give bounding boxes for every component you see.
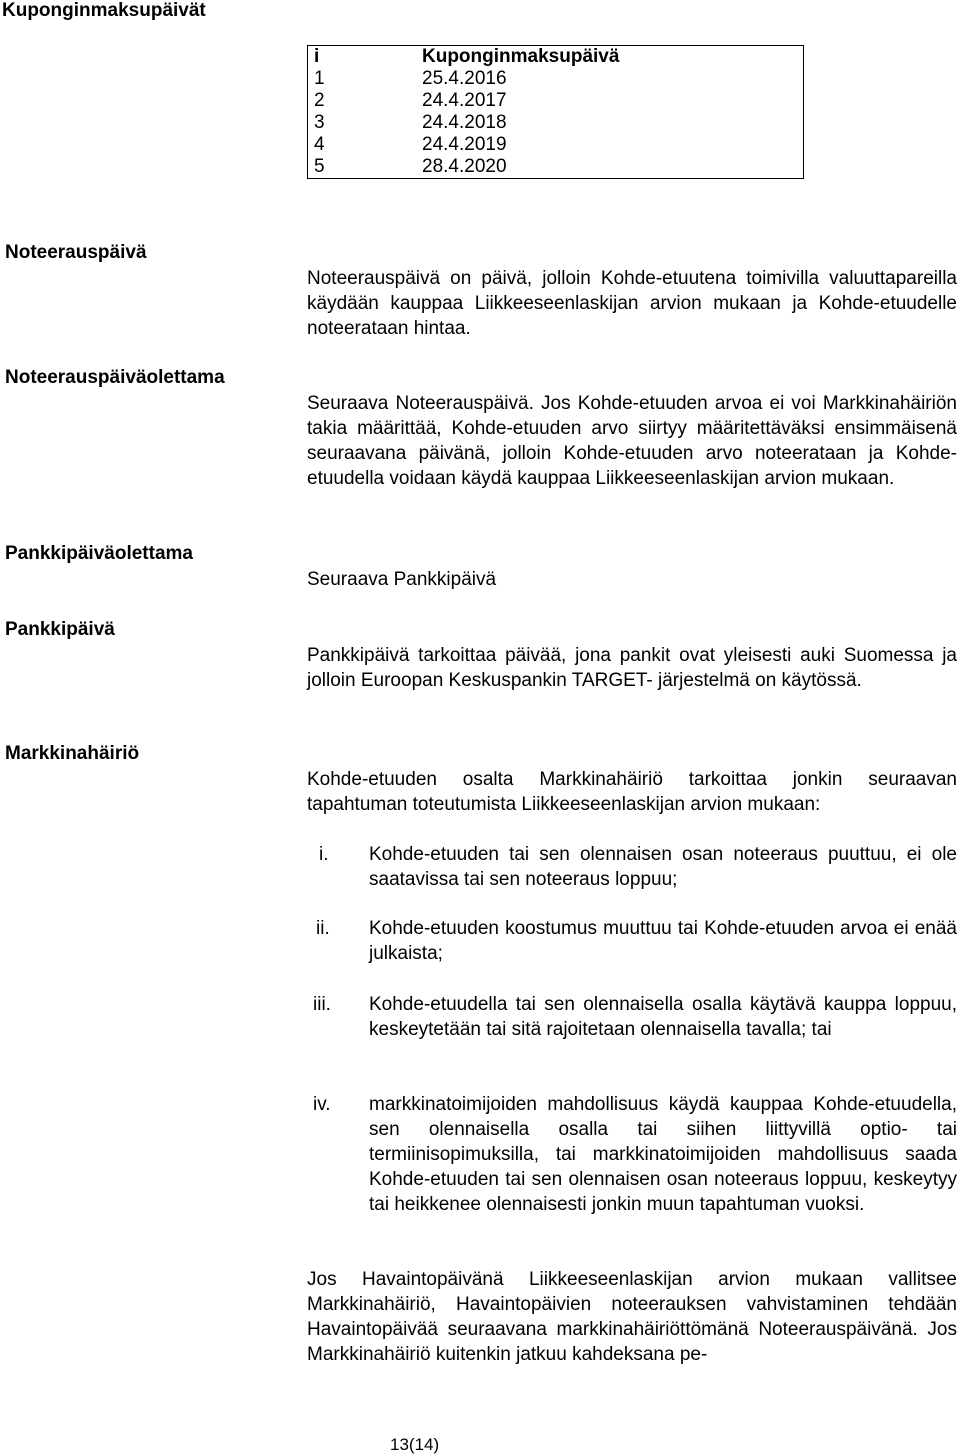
term-noteerauspaivaolettama: Noteerauspäiväolettama: [5, 367, 225, 388]
table-cell: 24.4.2017: [422, 90, 507, 111]
definition-noteerauspaivaolettama: Seuraava Noteerauspäivä. Jos Kohde-etuuden arvoa ei voi Markkinahäiriön takia määrittää, Kohde-etuuden arvo siirtyy määritettäväksi ensimmäisenä seuraavana päivänä, jolloin Kohde-etuuden arvo noteerataan ja Kohde-etuudella voidaan käydä kauppaa Liikkeeseenlaskijan arvion mukaan.: [307, 393, 957, 489]
definition-pankkipaivaolettama: Seuraava Pankkipäivä: [307, 569, 497, 590]
table-cell: 1: [314, 68, 325, 89]
list-item-text: markkinatoimijoiden mahdollisuus käydä kauppaa Kohde-etuudella, sen olennaisella osalla tai siihen liittyvillä optio- tai termiinisopimuksilla, tai markkinatoimijoiden mahdollisuus saada Kohde-etuuden tai sen olennaisen osan noteeraus loppuu, keskeytyy tai heikkenee olennaisesti jonkin muun tapahtuman vuoksi.: [369, 1094, 957, 1215]
list-item-number: ii.: [316, 918, 330, 939]
list-item-text: Kohde-etuuden tai sen olennaisen osan noteeraus puuttuu, ei ole saatavissa tai sen noteeraus loppuu;: [369, 844, 957, 890]
table-row: [308, 156, 804, 179]
list-item-text: Kohde-etuuden koostumus muuttuu tai Kohde-etuuden arvoa ei enää julkaista;: [369, 918, 957, 964]
term-pankkipaivaolettama: Pankkipäiväolettama: [5, 543, 193, 564]
table-header-cell: Kuponginmaksupäivä: [422, 46, 620, 67]
table-cell: 24.4.2019: [422, 134, 507, 155]
list-item-number: iv.: [313, 1094, 331, 1115]
list-item-text: Kohde-etuudella tai sen olennaisella osalla käytävä kauppa loppuu, keskeytetään tai sitä rajoitetaan olennaisella tavalla; tai: [369, 994, 957, 1040]
term-pankkipaiva: Pankkipäivä: [5, 619, 115, 640]
table-cell: 4: [314, 134, 325, 155]
table-cell: 5: [314, 156, 325, 177]
term-markkinahairio: Markkinahäiriö: [5, 743, 140, 764]
table-row: [308, 68, 804, 90]
table-cell: 25.4.2016: [422, 68, 507, 89]
table-row: [308, 134, 804, 156]
coupon-date-table: [307, 45, 804, 179]
table-cell: 24.4.2018: [422, 112, 507, 133]
list-item-number: i.: [319, 844, 329, 865]
term-noteerauspaiva: Noteerauspäivä: [5, 242, 147, 263]
table-cell: 2: [314, 90, 325, 111]
list-item-number: iii.: [313, 994, 331, 1015]
term-kuponginmaksupaivat: Kuponginmaksupäivät: [2, 0, 206, 21]
table-row: [308, 112, 804, 134]
table-row: [308, 90, 804, 112]
definition-noteerauspaiva: Noteerauspäivä on päivä, jolloin Kohde-etuutena toimivilla valuuttapareilla käydään kauppaa Liikkeeseenlaskijan arvion mukaan ja Kohde-etuudelle noteerataan hintaa.: [307, 268, 957, 339]
definition-pankkipaiva: Pankkipäivä tarkoittaa päivää, jona pankit ovat yleisesti auki Suomessa ja jolloin Euroopan Keskuspankin TARGET- järjestelmä on käytössä.: [307, 645, 957, 691]
definition-markkinahairio-intro: Kohde-etuuden osalta Markkinahäiriö tarkoittaa jonkin seuraavan tapahtuman toteutumista Liikkeeseenlaskijan arvion mukaan:: [307, 769, 957, 815]
page-number: 13(14): [390, 1435, 440, 1454]
definition-markkinahairio-outro: Jos Havaintopäivänä Liikkeeseenlaskijan arvion mukaan vallitsee Markkinahäiriö, Havaintopäivien noteerauksen vahvistaminen tehdään Havaintopäivää seuraavana markkinahäiriöttömänä Noteerauspäivänä. Jos Markkinahäiriö kuitenkin jatkuu kahdeksana pe-: [307, 1269, 957, 1365]
table-header-row: [308, 46, 804, 69]
table-header-cell: i: [314, 46, 320, 67]
table-cell: 28.4.2020: [422, 156, 507, 177]
table-cell: 3: [314, 112, 325, 133]
